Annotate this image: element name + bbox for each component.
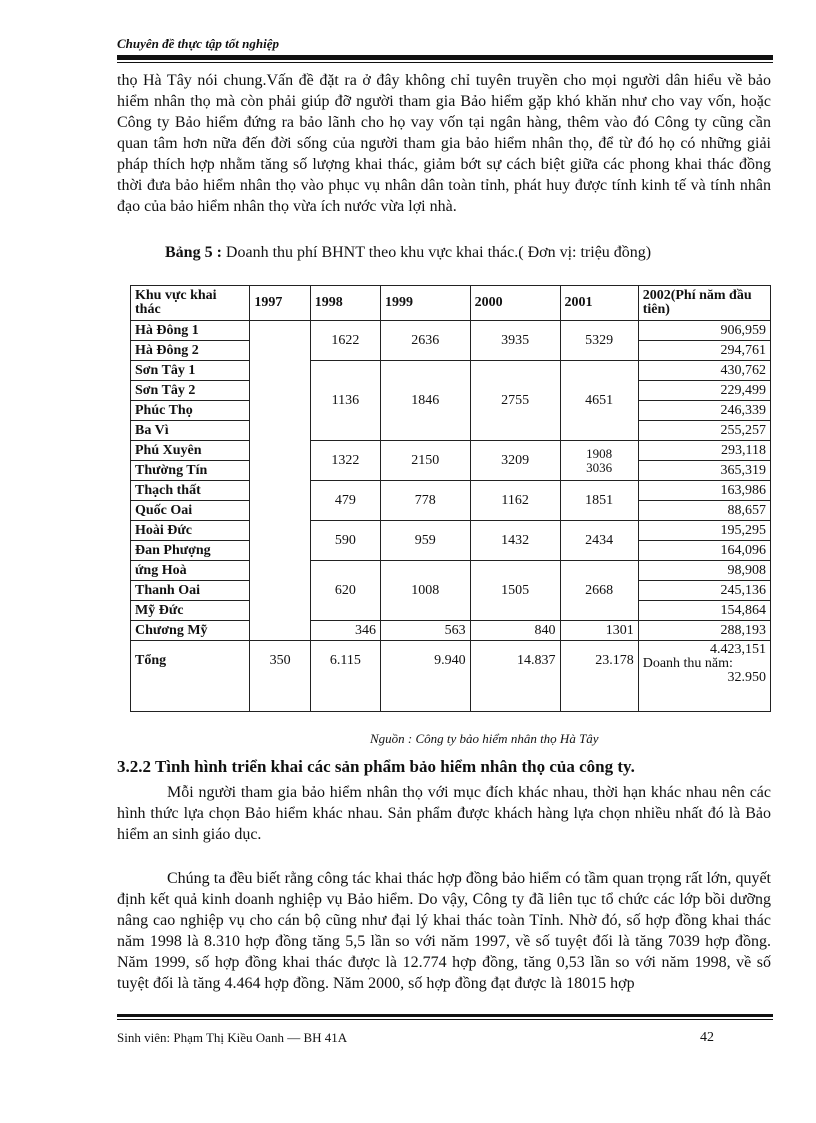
value-cell bbox=[560, 441, 638, 481]
value-cell: 563 bbox=[380, 621, 470, 641]
value-cell: 2668 bbox=[560, 561, 638, 621]
value-cell: 1136 bbox=[310, 361, 380, 441]
region-cell: ứng Hoà bbox=[131, 561, 250, 581]
header-rule-thin bbox=[117, 62, 773, 63]
value-cell: 2150 bbox=[380, 441, 470, 481]
value-cell: 1322 bbox=[310, 441, 380, 481]
value-cell: 246,339 bbox=[638, 401, 770, 421]
total-value: 6.115 bbox=[310, 641, 380, 712]
value-cell: 840 bbox=[470, 621, 560, 641]
total-note-value: 32.950 bbox=[727, 670, 766, 685]
region-cell: Ba Vì bbox=[131, 421, 250, 441]
value-cell: 1851 bbox=[560, 481, 638, 521]
table-caption bbox=[165, 244, 651, 262]
value-cell: 365,319 bbox=[638, 461, 770, 481]
value-cell: 959 bbox=[380, 521, 470, 561]
footer-rule-thin bbox=[117, 1019, 773, 1020]
table-row bbox=[131, 321, 771, 341]
value-cell: 98,908 bbox=[638, 561, 770, 581]
page-number: 42 bbox=[700, 1030, 714, 1045]
value-cell: 163,986 bbox=[638, 481, 770, 501]
total-value: 14.837 bbox=[470, 641, 560, 712]
region-cell: Hà Đông 1 bbox=[131, 321, 250, 341]
region-cell: Hoài Đức bbox=[131, 521, 250, 541]
value-cell: 294,761 bbox=[638, 341, 770, 361]
revenue-table bbox=[130, 285, 771, 712]
paragraph-1: thọ Hà Tây nói chung.Vấn đề đặt ra ở đây không chỉ tuyên truyền cho mọi người dân hiểu về bảo hiểm nhân thọ mà còn phải giúp đỡ người tham gia Bảo hiểm gặp khó khăn như cho vay vốn, hoặc Công ty Bảo hiểm đứng ra bảo lãnh cho họ vay vốn tại ngân hàng, thêm vào đó Công ty cũng cần quan tâm hơn nữa đến đời sống của người tham gia bảo hiểm nhân thọ, để từ đó họ có những giải pháp thích hợp nhằm tăng số lượng khai thác, giảm bớt sự cách biệt giữa các phong khai thác đồng thời đưa bảo hiểm nhân thọ vào phục vụ nhân dân toàn tỉnh, phát huy được tính kinh tế và tính nhân đạo của bảo hiểm nhân thọ vừa ích nước vừa lợi nhà. bbox=[117, 72, 771, 215]
empty-1997-cell bbox=[250, 321, 310, 641]
region-cell: Phú Xuyên bbox=[131, 441, 250, 461]
total-value: 9.940 bbox=[380, 641, 470, 712]
table-row bbox=[131, 481, 771, 501]
total-value: 350 bbox=[250, 641, 310, 712]
region-cell: Hà Đông 2 bbox=[131, 341, 250, 361]
value-cell: 906,959 bbox=[638, 321, 770, 341]
total-value: 4.423,151 bbox=[710, 642, 766, 657]
value-cell: 620 bbox=[310, 561, 380, 621]
value-cell: 479 bbox=[310, 481, 380, 521]
value-cell: 1162 bbox=[470, 481, 560, 521]
value-cell: 195,295 bbox=[638, 521, 770, 541]
value-cell: 5329 bbox=[560, 321, 638, 361]
value-cell: 430,762 bbox=[638, 361, 770, 381]
value-cell: 3935 bbox=[470, 321, 560, 361]
region-cell: Đan Phượng bbox=[131, 541, 250, 561]
value-cell: 288,193 bbox=[638, 621, 770, 641]
region-cell: Thạch thất bbox=[131, 481, 250, 501]
header-cell: 1999 bbox=[380, 286, 470, 321]
paragraph-3: Chúng ta đều biết rằng công tác khai thác hợp đồng bảo hiểm có tầm quan trọng rất lớn, quyết định kết quả kinh doanh nghiệp vụ Bảo hiểm. Do vậy, Công ty đã liên tục tổ chức các lớp bồi dưỡng nâng cao nghiệp vụ cho cán bộ cũng như đại lý khai thác toàn Tỉnh. Nhờ đó, số hợp đồng khai thác năm 1998 là 8.310 hợp đồng tăng 5,5 lần so với năm 1997, về số tuyệt đối là tăng 7039 hợp đồng. Năm 1999, số hợp đồng khai thác được là 12.774 hợp đồng, tăng 0,53 lần so với năm 1998, về số tuyệt đối là tăng 4.464 hợp đồng. Năm 2000, số hợp đồng đạt được là 18015 hợp bbox=[117, 870, 771, 992]
footer-rule bbox=[117, 1014, 773, 1017]
value-cell: 255,257 bbox=[638, 421, 770, 441]
total-value: 23.178 bbox=[560, 641, 638, 712]
value-cell: 3209 bbox=[470, 441, 560, 481]
table-row bbox=[131, 361, 771, 381]
value-cell: 2636 bbox=[380, 321, 470, 361]
header-rule bbox=[117, 55, 773, 60]
total-row bbox=[131, 641, 771, 712]
total-note: Doanh thu năm: bbox=[642, 656, 733, 671]
region-cell: Sơn Tây 2 bbox=[131, 381, 250, 401]
value-text: 3036 bbox=[586, 459, 613, 475]
running-header: Chuyên đề thực tập tốt nghiệp bbox=[117, 36, 279, 51]
region-cell: Thường Tín bbox=[131, 461, 250, 481]
table-header-row bbox=[131, 286, 771, 321]
header-cell: 2001 bbox=[560, 286, 638, 321]
header-cell: 2002(Phí năm đầu tiên) bbox=[638, 286, 770, 321]
header-cell: 1998 bbox=[310, 286, 380, 321]
value-cell: 346 bbox=[310, 621, 380, 641]
table-caption-label: Bảng 5 : bbox=[165, 244, 222, 261]
footer-author: Sinh viên: Phạm Thị Kiều Oanh — BH 41A bbox=[117, 1030, 348, 1045]
region-cell: Quốc Oai bbox=[131, 501, 250, 521]
value-cell: 4651 bbox=[560, 361, 638, 441]
value-cell: 1846 bbox=[380, 361, 470, 441]
table-row bbox=[131, 621, 771, 641]
region-cell: Thanh Oai bbox=[131, 581, 250, 601]
header-cell: 1997 bbox=[250, 286, 310, 321]
table-source: Nguồn : Công ty bảo hiểm nhân thọ Hà Tây bbox=[370, 731, 599, 746]
region-cell: Phúc Thọ bbox=[131, 401, 250, 421]
table-row bbox=[131, 441, 771, 461]
value-cell: 245,136 bbox=[638, 581, 770, 601]
value-text: 1908 bbox=[586, 445, 613, 461]
value-cell: 293,118 bbox=[638, 441, 770, 461]
value-cell: 164,096 bbox=[638, 541, 770, 561]
table-caption-text: Doanh thu phí BHNT theo khu vực khai thác.( Đơn vị: triệu đồng) bbox=[221, 244, 652, 261]
total-label: Tổng bbox=[131, 641, 250, 712]
value-cell: 2755 bbox=[470, 361, 560, 441]
value-cell: 88,657 bbox=[638, 501, 770, 521]
paragraph-2: Mỗi người tham gia bảo hiểm nhân thọ với mục đích khác nhau, thời hạn khác nhau nên các hình thức lựa chọn Bảo hiểm khác nhau. Sản phẩm được khách hàng lựa chọn nhiều nhất đó là Bảo hiểm an sinh giáo dục. bbox=[117, 784, 771, 843]
value-cell: 1622 bbox=[310, 321, 380, 361]
region-cell: Sơn Tây 1 bbox=[131, 361, 250, 381]
section-heading: 3.2.2 Tình hình triển khai các sản phẩm bảo hiểm nhân thọ của công ty. bbox=[117, 757, 635, 776]
value-cell: 1301 bbox=[560, 621, 638, 641]
value-cell: 154,864 bbox=[638, 601, 770, 621]
region-cell: Chương Mỹ bbox=[131, 621, 250, 641]
header-cell: Khu vực khai thác bbox=[131, 286, 250, 321]
value-cell: 590 bbox=[310, 521, 380, 561]
header-cell: 2000 bbox=[470, 286, 560, 321]
total-2002-cell bbox=[638, 641, 770, 712]
value-cell: 1008 bbox=[380, 561, 470, 621]
value-cell: 1505 bbox=[470, 561, 560, 621]
value-cell: 229,499 bbox=[638, 381, 770, 401]
value-cell: 2434 bbox=[560, 521, 638, 561]
table-row bbox=[131, 521, 771, 541]
table-row bbox=[131, 561, 771, 581]
value-cell: 1432 bbox=[470, 521, 560, 561]
value-cell: 778 bbox=[380, 481, 470, 521]
region-cell: Mỹ Đức bbox=[131, 601, 250, 621]
